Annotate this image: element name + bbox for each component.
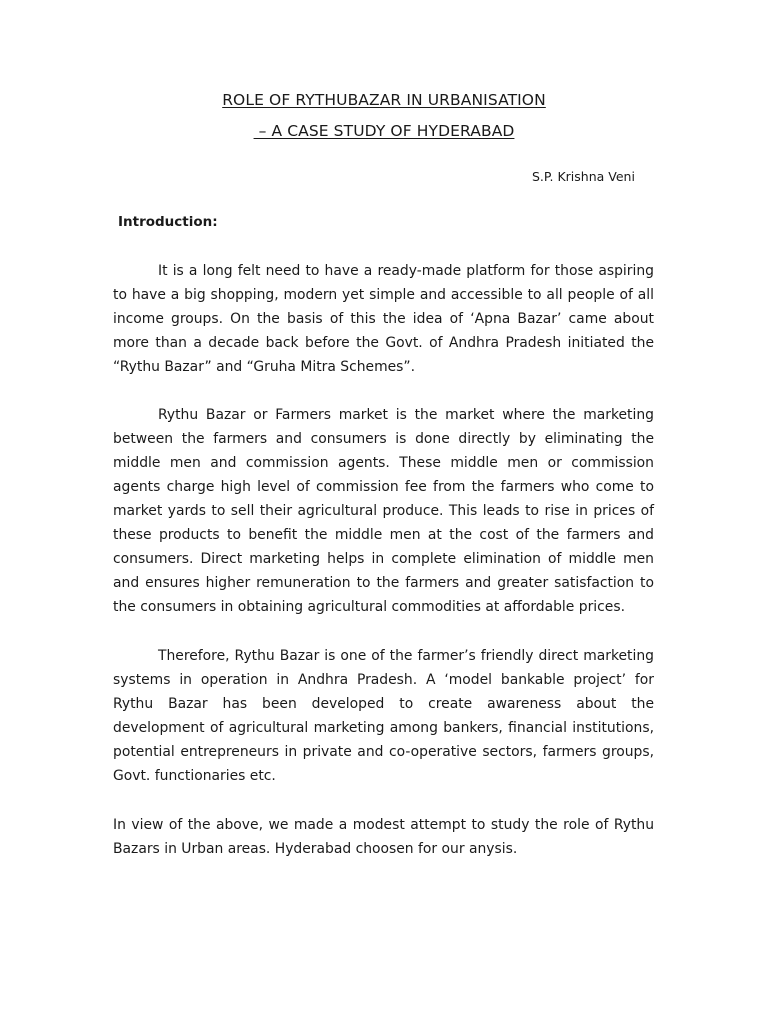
- section-heading: Introduction:: [118, 214, 218, 230]
- paragraph: In view of the above, we made a modest attempt to study the role of Rythu Bazars in Urban areas. Hyderabad choosen for our anysis.: [113, 817, 654, 857]
- document-title-line-1: ROLE OF RYTHUBAZAR IN URBANISATION: [222, 91, 546, 109]
- paragraph: Therefore, Rythu Bazar is one of the farmer’s friendly direct marketing systems in operation in Andhra Pradesh. A ‘model bankable project’ for Rythu Bazar has been developed to create awareness about the development of agricultural marketing among bankers, financial institutions, potential entrepreneurs in private and co-operative sectors, farmers groups, Govt. functionaries etc.: [113, 648, 654, 784]
- paragraph: It is a long felt need to have a ready-made platform for those aspiring to have a big shopping, modern yet simple and accessible to all people of all income groups. On the basis of this the idea of ‘Apna Bazar’ came about more than a decade back before the Govt. of Andhra Pradesh initiated the “Rythu Bazar” and “Gruha Mitra Schemes”.: [113, 263, 654, 375]
- document-title-line-2: – A CASE STUDY OF HYDERABAD: [253, 122, 515, 140]
- author-name: S.P. Krishna Veni: [532, 169, 635, 184]
- paragraph: Rythu Bazar or Farmers market is the market where the marketing between the farmers and consumers is done directly by eliminating the middle men and commission agents. These middle men or commission agents charge high level of commission fee from the farmers who come to market yards to sell their agricultural produce. This leads to rise in prices of these products to benefit the middle men at the cost of the farmers and consumers. Direct marketing helps in complete elimination of middle men and ensures higher remuneration to the farmers and greater satisfaction to the consumers in obtaining agricultural commodities at affordable prices.: [113, 407, 654, 615]
